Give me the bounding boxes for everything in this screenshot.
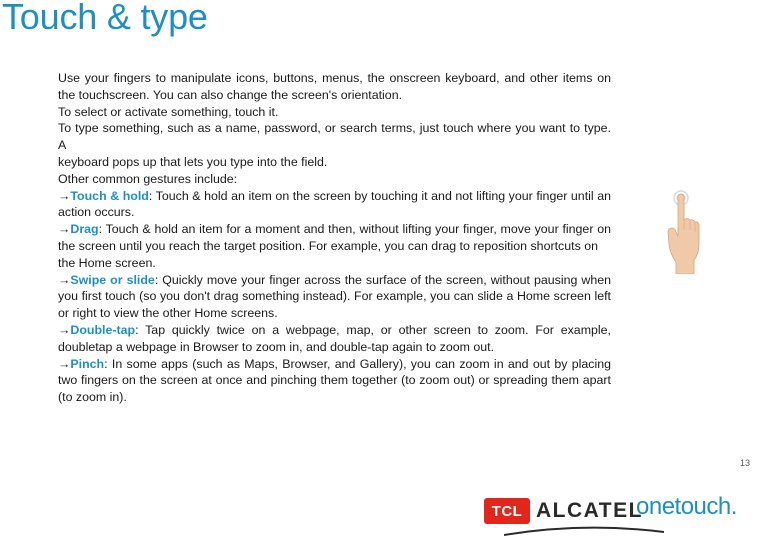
gesture-description-continued: the Home screen. (58, 255, 156, 270)
gesture-term: Pinch (70, 356, 105, 371)
gesture-term: Double-tap (70, 322, 136, 337)
gesture-description: : Touch & hold an item for a moment and then, without lifting your finger, move your finger on the screen until you reach the target position. For example, you can drag to reposition shortcuts on (58, 222, 611, 253)
swoosh-icon (504, 524, 664, 536)
tcl-logo: TCL (484, 498, 530, 524)
arrow-right-icon: → (58, 188, 71, 203)
touch-hand-icon (664, 188, 704, 274)
gesture-description: : In some apps (such as Maps, Browser, and Gallery), you can zoom in and out by placing two fingers on the screen at once and pinching them together (to zoom out) or spreading them apart (to zoom in). (58, 356, 611, 405)
arrow-right-icon: → (58, 356, 71, 371)
gesture-description: : Touch & hold an item on the screen by touching it and not lifting your finger until an action occurs. (58, 188, 611, 220)
paragraph: To type something, such as a name, password, or search terms, just touch where you want to type. A (58, 121, 611, 153)
gesture-term: Touch & hold (70, 188, 149, 203)
alcatel-logo-text: ALCATEL (536, 499, 643, 522)
gesture-item (58, 322, 611, 356)
page-title: Touch & type (2, 0, 208, 37)
gesture-description: : Tap quickly twice on a webpage, map, or other screen to zoom. For example, doubletap a webpage in Browser to zoom in, and double-tap again to zoom out. (58, 322, 611, 354)
paragraph: Use your fingers to manipulate icons, buttons, menus, the onscreen keyboard, and other items on the touchscreen. You can also change the screen's orientation. (58, 71, 611, 102)
arrow-right-icon: → (58, 222, 71, 237)
gesture-item (58, 188, 611, 222)
gesture-item (58, 221, 611, 255)
arrow-right-icon: → (58, 322, 71, 337)
gesture-description: : Quickly move your finger across the surface of the screen, without pausing when you first touch (so you don't drag something instead). For example, you can slide a Home screen left or right to view the other Home screens. (58, 272, 611, 321)
body-text (58, 70, 611, 406)
gesture-term: Swipe or slide (70, 272, 155, 287)
paragraph: To select or activate something, touch it. (58, 104, 279, 119)
paragraph: keyboard pops up that lets you type into the field. (58, 154, 328, 169)
brand-logo (484, 494, 764, 534)
page-number: 13 (740, 458, 751, 468)
gesture-item (58, 272, 611, 322)
gesture-term: Drag (70, 222, 99, 237)
paragraph: Other common gestures include: (58, 171, 238, 186)
onetouch-logo-text: onetouch. (636, 493, 737, 520)
gesture-item (58, 356, 611, 406)
arrow-right-icon: → (58, 272, 71, 287)
